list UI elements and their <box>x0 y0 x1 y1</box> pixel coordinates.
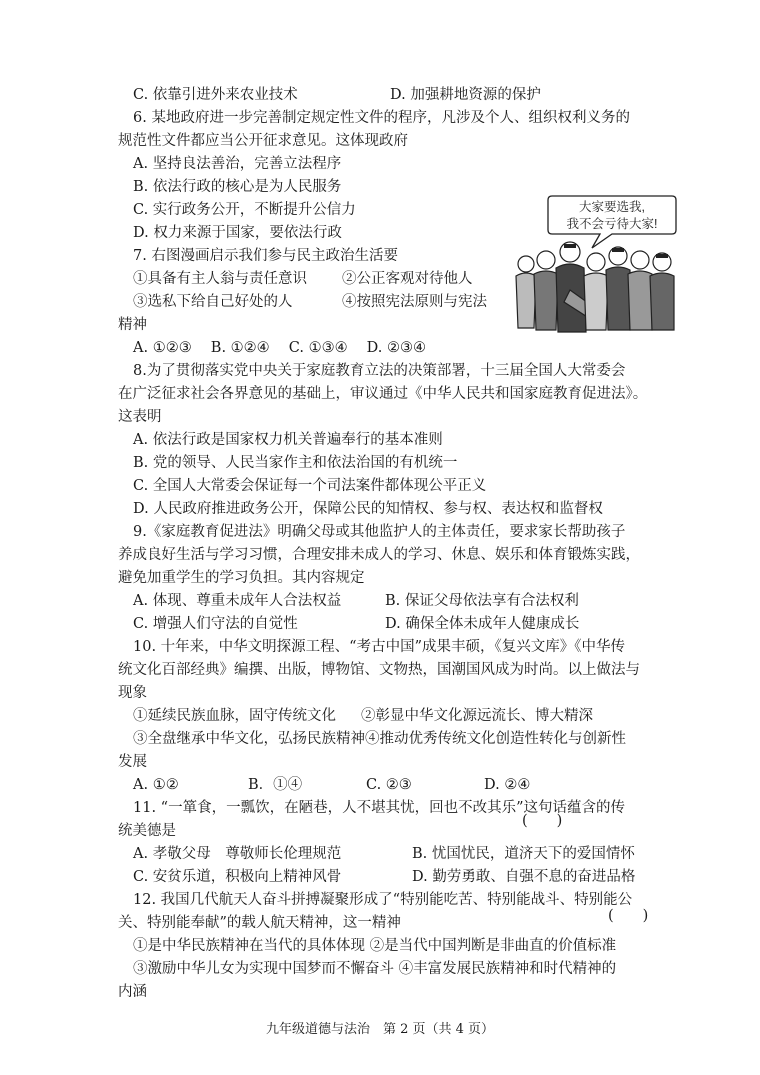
cartoon-speech-line2: 我不会亏待大家! <box>566 217 658 231</box>
q6-option-b: B. 依法行政的核心是为人民服务 <box>133 179 342 195</box>
q7-item-4: ④按照宪法原则与宪法 <box>342 294 487 310</box>
q6-option-a: A. 坚持良法善治，完善立法程序 <box>133 156 342 172</box>
q10-option-c: C. ②③ <box>366 777 412 793</box>
q11-option-b: B. 忧国忧民，道济天下的爱国情怀 <box>412 846 635 862</box>
q8-option-b: B. 党的领导、人民当家作主和依法治国的有机统一 <box>133 455 458 471</box>
q9-stem-line2: 养成良好生活与学习习惯，合理安排未成人的学习、休息、娱乐和体育锻炼实践， <box>118 547 640 563</box>
q7-item-3: ③选私下给自己好处的人 <box>133 294 293 310</box>
q9-option-c: C. 增强人们守法的自觉性 <box>133 616 298 632</box>
q7-options: A. ①②③ B. ①②④ C. ①③④ D. ②③④ <box>133 340 427 356</box>
q12-stem-line1: 12. 我国几代航天人奋斗拼搏凝聚形成了“特别能吃苦、特别能战斗、特别能公 <box>133 892 633 908</box>
q9-option-d: D. 确保全体未成年人健康成长 <box>385 616 580 632</box>
q12-item-4-cont: 内涵 <box>118 984 147 1000</box>
q7-item-2: ②公正客观对待他人 <box>342 271 473 287</box>
q5-option-d: D. 加强耕地资源的保护 <box>390 87 541 103</box>
q10-stem-line3: 现象 <box>118 685 147 701</box>
q8-stem-line3: 这表明 <box>118 409 162 425</box>
cartoon-speech-line1: 大家要选我, <box>579 200 645 214</box>
q8-option-d: D. 人民政府推进政务公开，保障公民的知情权、参与权、表达权和监督权 <box>133 501 603 517</box>
q12-answer-paren[interactable]: ( ) <box>608 908 649 924</box>
q11-option-c: C. 安贫乐道，积极向上精神风骨 <box>133 869 342 885</box>
q11-stem-line1: 11. “一箪食，一瓢饮，在陋巷，人不堪其忧，回也不改其乐”这句话蕴含的传 <box>133 800 625 816</box>
q10-option-a: A. ①② <box>133 777 179 793</box>
q9-stem-line1: 9.《家庭教育促进法》明确父母或其他监护人的主体责任，要求家长帮助孩子 <box>133 524 626 540</box>
page-footer: 九年级道德与法治 第 2 页（共 4 页） <box>265 1022 495 1037</box>
q10-option-d: D. ②④ <box>484 777 531 793</box>
q10-stem-line1: 10. 十年来，中华文明探源工程、“考古中国”成果丰硕，《复兴文库》《中华传 <box>133 639 625 655</box>
q10-item-4-cont: 发展 <box>118 754 147 770</box>
q11-answer-paren[interactable]: ( ) <box>522 813 563 829</box>
q8-stem-line1: 8.为了贯彻落实党中央关于家庭教育立法的决策部署，十三届全国人大常委会 <box>133 363 626 379</box>
q11-option-d: D. 勤劳勇敢、自强不息的奋进品格 <box>412 869 636 885</box>
q10-item-1: ①延续民族血脉，固守传统文化 <box>133 708 336 724</box>
q8-stem-line2: 在广泛征求社会各界意见的基础上，审议通过《中华人民共和国家庭教育促进法》。 <box>118 386 648 402</box>
q11-stem-line2: 统美德是 <box>118 823 176 839</box>
q10-item-2: ②彰显中华文化源远流长、博大精深 <box>361 708 593 724</box>
q8-option-a: A. 依法行政是国家权力机关普遍奉行的基本准则 <box>133 432 443 448</box>
q5-option-c: C. 依靠引进外来农业技术 <box>133 87 298 103</box>
q7-cartoon-image <box>512 190 684 338</box>
q12-stem-line2: 关、特别能奉献”的载人航天精神，这一精神 <box>118 915 401 931</box>
q7-item-1: ①具备有主人翁与责任意识 <box>133 271 307 287</box>
q6-option-c: C. 实行政务公开，不断提升公信力 <box>133 202 356 218</box>
q6-stem-line1: 6. 某地政府进一步完善制定规定性文件的程序，凡涉及个人、组织权利义务的 <box>133 110 630 126</box>
q9-stem-line3: 避免加重学生的学习负担。其内容规定 <box>118 570 365 586</box>
q11-option-a: A. 孝敬父母 尊敬师长伦理规范 <box>133 846 342 862</box>
q10-option-b: B．①④ <box>248 777 303 793</box>
q7-stem: 7. 右图漫画启示我们参与民主政治生活要 <box>133 248 398 264</box>
q12-item-3-4: ③激励中华儿女为实现中国梦而不懈奋斗 ④丰富发展民族精神和时代精神的 <box>133 961 617 977</box>
q10-stem-line2: 统文化百部经典》编撰、出版，博物馆、文物热，国潮国风成为时尚。以上做法与 <box>118 662 640 678</box>
q7-item-4-cont: 精神 <box>118 317 147 333</box>
q9-option-b: B. 保证父母依法享有合法权利 <box>385 593 579 609</box>
q6-option-d: D. 权力来源于国家，要依法行政 <box>133 225 342 241</box>
q12-item-1-2: ①是中华民族精神在当代的具体体现 ②是当代中国判断是非曲直的价值标准 <box>133 938 617 954</box>
q9-option-a: A. 体现、尊重未成年人合法权益 <box>133 593 342 609</box>
q8-option-c: C. 全国人大常委会保证每一个司法案件都体现公平正义 <box>133 478 487 494</box>
q6-stem-line2: 规范性文件都应当公开征求意见。这体现政府 <box>118 133 408 149</box>
q10-item-3-4: ③全盘继承中华文化，弘扬民族精神④推动优秀传统文化创造性转化与创新性 <box>133 731 626 747</box>
